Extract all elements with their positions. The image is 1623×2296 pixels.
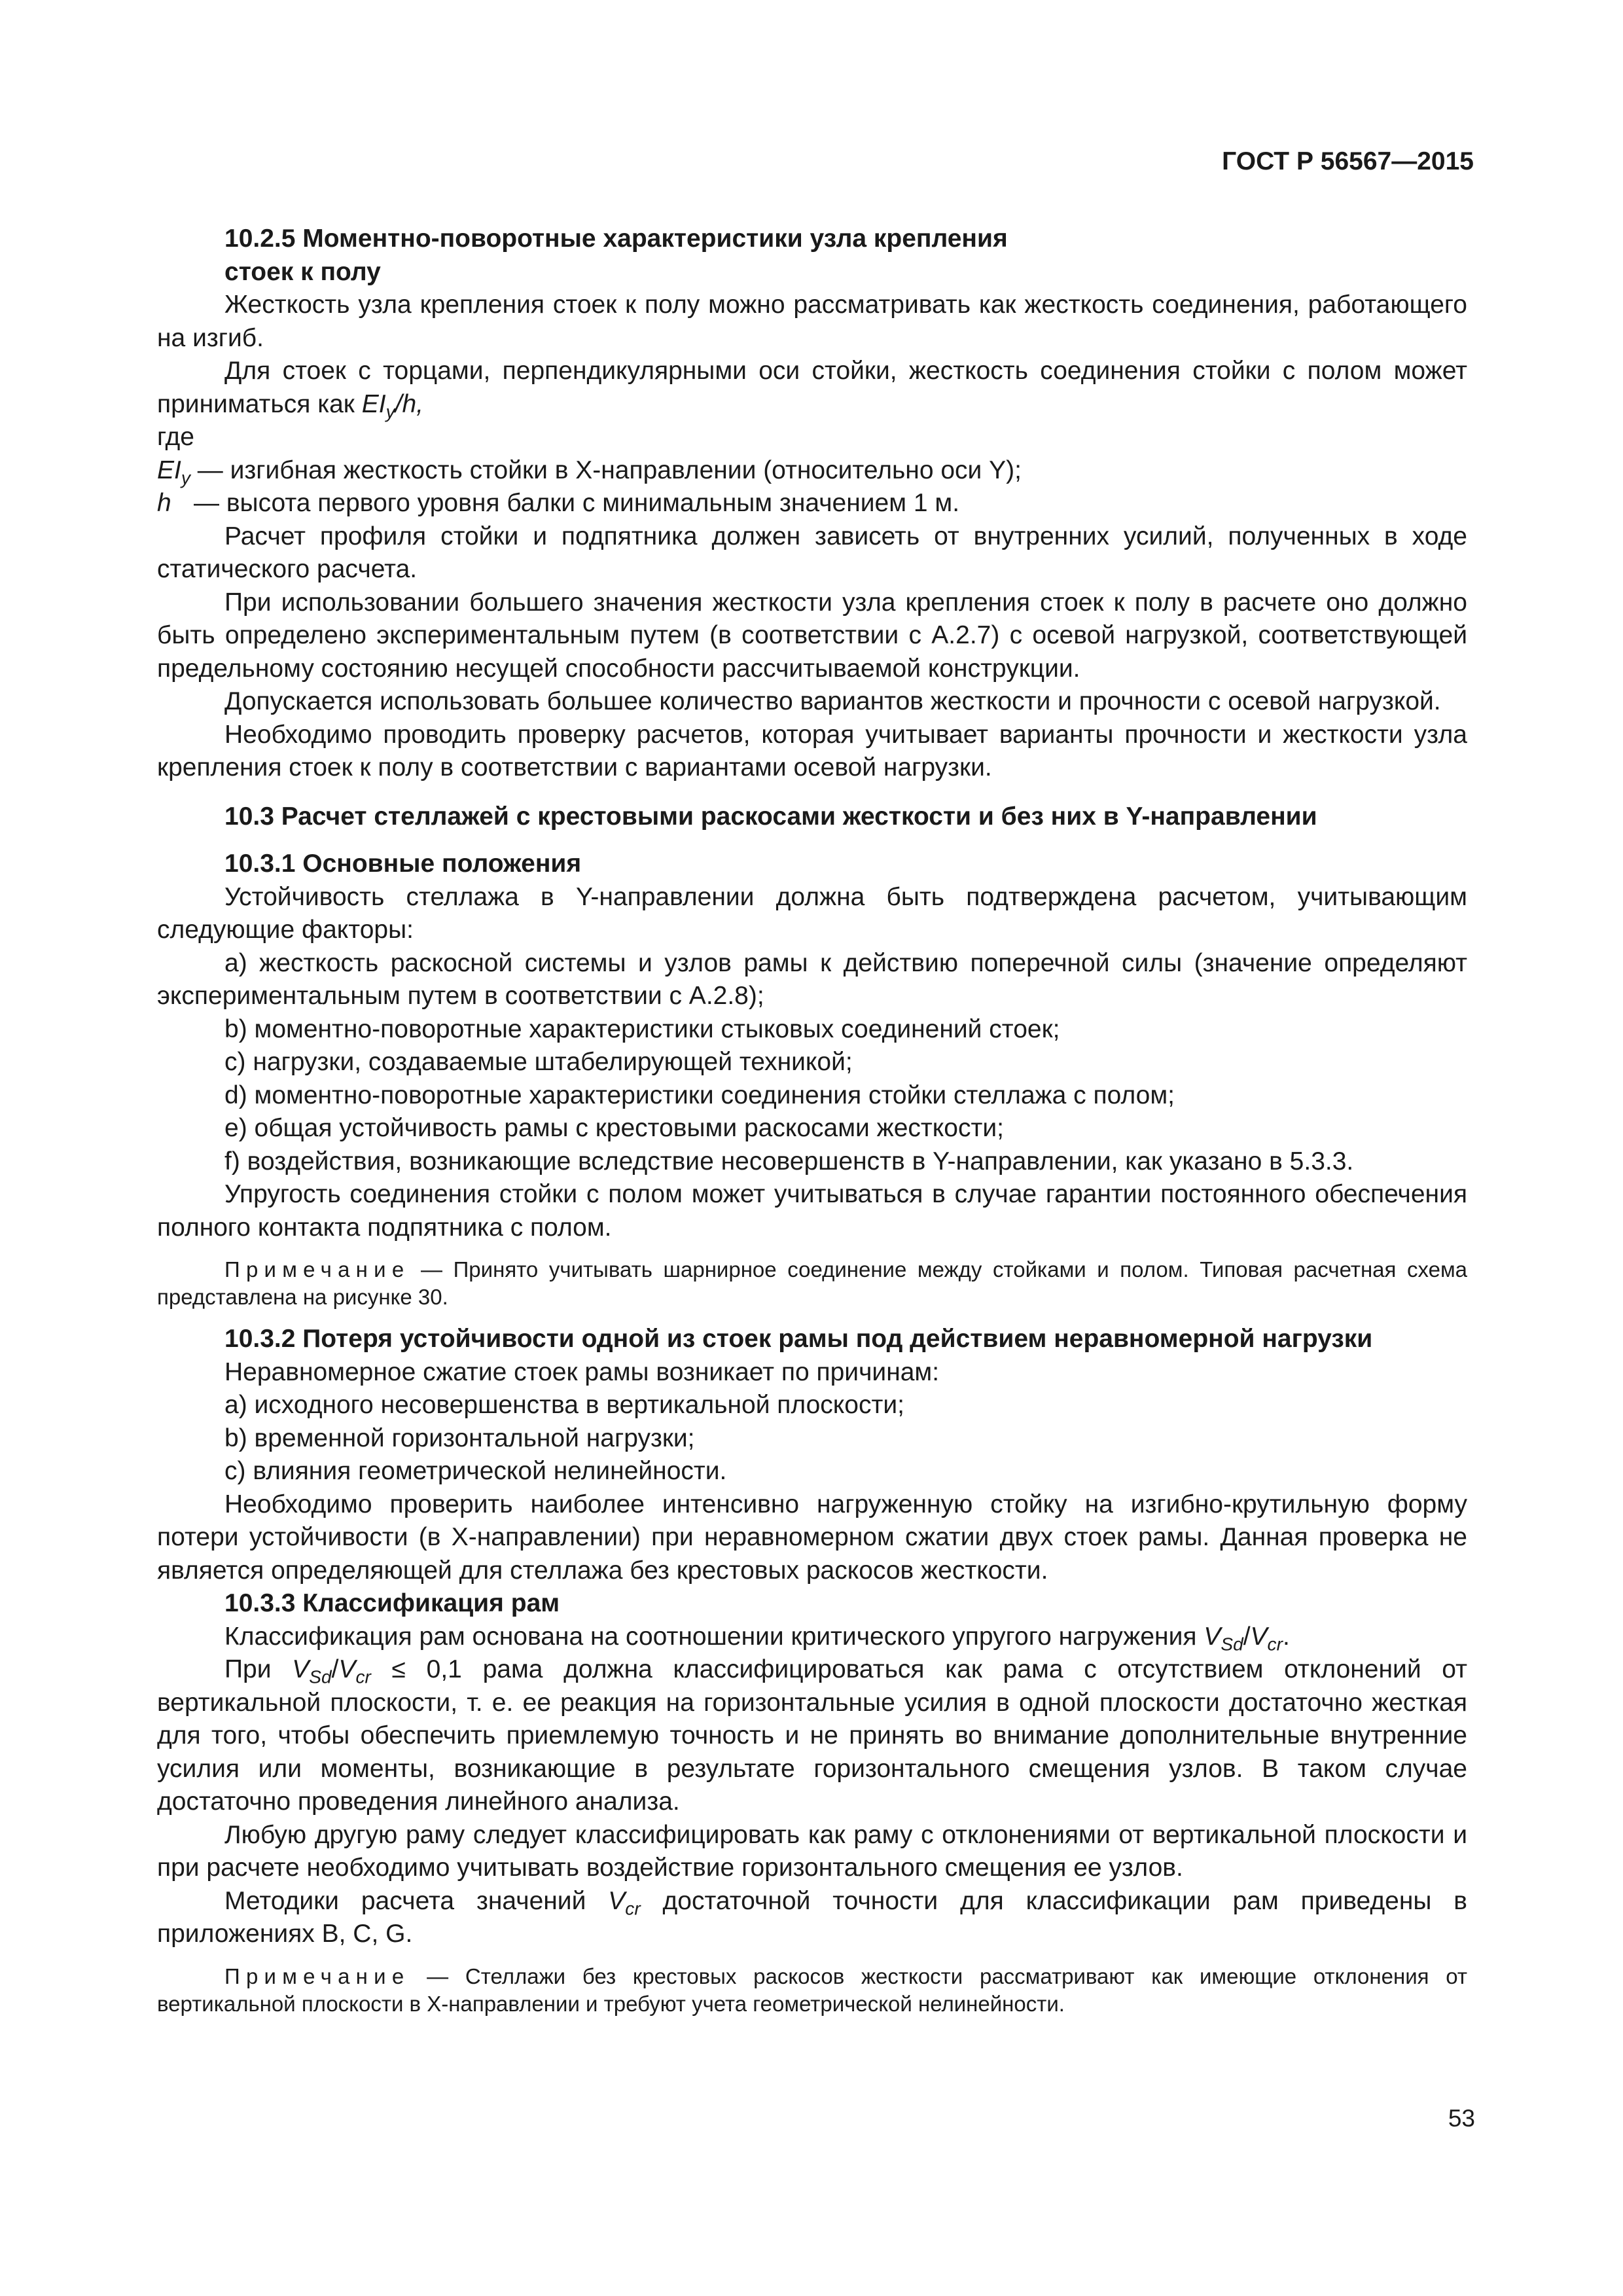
definition-text: — высота первого уровня балки с минимальным значением 1 м. xyxy=(194,489,960,517)
section-10-3-2-title: 10.3.2 Потеря устойчивости одной из стоек рамы под действием неравномерной нагрузки xyxy=(224,1325,1373,1353)
paragraph: Необходимо проверить наиболее интенсивно нагруженную стойку на изгибно-крутильную форму потери устойчивости (в X-направлении) при неравномерном сжатии двух стоек рамы. Данная проверка не является определяющей для стеллажа без крестовых раскосов жесткости. xyxy=(157,1490,1467,1585)
symbol-h: h xyxy=(157,489,171,517)
list-item: c) влияния геометрической нелинейности. xyxy=(224,1457,727,1485)
text: При xyxy=(224,1655,293,1683)
paragraph: Любую другую раму следует классифицировать как раму с отклонениями от вертикальной плоскости и при расчете необходимо учитывать воздействие горизонтального смещения ее узлов. xyxy=(157,1820,1467,1882)
symbol-over-h: /h, xyxy=(395,389,423,418)
text: Методики расчета значений xyxy=(224,1886,609,1915)
where-label: где xyxy=(157,423,194,451)
paragraph-ratio-condition: При $V_{Sd}/V_{cr} \le 0,1$ рама должна классифицироваться как рама с отсутствием отклонений от вертикальной плоскости, т. е. ее реакция на горизонтальные усилия в одной плоскости достаточно жесткая для того, чтобы обеспечить приемлемую точность и не принять во внимание дополнительные внутренние усилия или моменты, возникающие в результате горизонтального смещения узлов. В таком случае достаточно проведения линейного анализа. xyxy=(157,1655,1467,1816)
symbol-EI: EI xyxy=(157,456,181,484)
paragraph-methods xyxy=(157,1885,1467,1951)
list-item: f) воздействия, возникающие вследствие несовершенств в Y-направлении, как указано в 5.3.3. xyxy=(224,1147,1354,1175)
section-10-3-title: 10.3 Расчет стеллажей с крестовыми раскосами жесткости и без них в Y-направлении xyxy=(224,802,1317,831)
symbol-V: V xyxy=(338,1655,356,1683)
definition-h xyxy=(157,487,1467,520)
page-body xyxy=(157,223,1467,2030)
note-text: — Стеллажи без крестовых раскосов жесткости рассматривают как имеющие отклонения от вертикальной плоскости в X-направлении и требуют учета геометрической нелинейности. xyxy=(157,1964,1467,2016)
subscript-y: y xyxy=(385,401,395,422)
paragraph: Неравномерное сжатие стоек рамы возникает по причинам: xyxy=(224,1357,940,1386)
subscript-Sd: Sd xyxy=(309,1666,332,1687)
text: ≤ 0,1 рама должна классифицироваться как рама с отсутствием отклонений от вертикальной плоскости, т. е. ее реакция на горизонтальные усилия в одной плоскости достаточно жесткая для того, чтобы обеспечить приемлемую точность и не принять во внимание дополнительные внутренние усилия или моменты, возникающие в результате горизонтального смещения узлов. В таком случае достаточно проведения линейного анализа. xyxy=(157,1655,1467,1816)
section-10-3-1-title: 10.3.1 Основные положения xyxy=(224,850,582,878)
paragraph-classification: Классификация рам основана на соотношении критического упругого нагружения $V_{Sd}/V_{cr}$. xyxy=(224,1622,1290,1654)
text: Классификация рам основана на соотношении критического упругого нагружения xyxy=(224,1622,1204,1651)
definition-EIy xyxy=(157,454,1467,488)
list-item: a) жесткость раскосной системы и узлов рамы к действию поперечной силы (значение определяют экспериментальным путем в соответствии с А.2.8); xyxy=(157,948,1467,1010)
paragraph: При использовании большего значения жесткости узла крепления стоек к полу в расчете оно должно быть определено экспериментальным путем (в соответствии с А.2.7) с осевой нагрузкой, соответствующей предельному состоянию несущей способности рассчитываемой конструкции. xyxy=(157,588,1467,683)
note-label: Примечание xyxy=(224,1257,410,1282)
list-item: d) моментно-поворотные характеристики соединения стойки стеллажа с полом; xyxy=(224,1081,1175,1109)
paragraph: Жесткость узла крепления стоек к полу можно рассматривать как жесткость соединения, работающего на изгиб. xyxy=(157,291,1467,352)
paragraph: Устойчивость стеллажа в Y-направлении должна быть подтверждена расчетом, учитывающим следующие факторы: xyxy=(157,882,1467,944)
list-item: b) моментно-поворотные характеристики стыковых соединений стоек; xyxy=(224,1014,1060,1043)
text: достаточной точности для классификации рам приведены в приложениях В, С, G. xyxy=(157,1886,1467,1948)
paragraph: Необходимо проводить проверку расчетов, которая учитывает варианты прочности и жесткости узла крепления стоек к полу в соответствии с вариантами осевой нагрузки. xyxy=(157,720,1467,781)
subscript-y: y xyxy=(181,467,190,488)
text: . xyxy=(1282,1622,1290,1651)
list-item: b) временной горизонтальной нагрузки; xyxy=(224,1424,695,1452)
note xyxy=(157,1963,1467,2018)
symbol-V: V xyxy=(1250,1622,1268,1651)
list-item: c) нагрузки, создаваемые штабелирующей техникой; xyxy=(224,1048,853,1076)
section-10-2-5-title-line1: 10.2.5 Моментно-поворотные характеристики узла крепления xyxy=(224,224,1008,253)
page-number: 53 xyxy=(1448,2105,1475,2132)
paragraph: Допускается использовать большее количество вариантов жесткости и прочности с осевой нагрузкой. xyxy=(224,687,1441,715)
paragraph-stiffness-formula xyxy=(157,355,1467,421)
symbol-EI: EI xyxy=(361,389,386,418)
subscript-Sd: Sd xyxy=(1221,1633,1243,1654)
text: Для стоек с торцами, перпендикулярными оси стойки, жесткость соединения стойки с полом может приниматься как xyxy=(157,357,1467,418)
standard-designation: ГОСТ Р 56567—2015 xyxy=(1222,147,1474,175)
section-10-2-5-title-line2: стоек к полу xyxy=(224,257,381,286)
subscript-cr: cr xyxy=(625,1897,641,1918)
note xyxy=(157,1256,1467,1311)
symbol-V: V xyxy=(292,1655,310,1683)
note-text: — Принято учитывать шарнирное соединение между стойками и полом. Типовая расчетная схема представлена на рисунке 30. xyxy=(157,1257,1467,1309)
subscript-cr: cr xyxy=(355,1666,371,1687)
note-label: Примечание xyxy=(224,1964,410,1988)
subscript-cr: cr xyxy=(1267,1633,1283,1654)
paragraph: Упругость соединения стойки с полом может учитываться в случае гарантии постоянного обеспечения полного контакта подпятника с полом. xyxy=(157,1180,1467,1242)
section-10-3-3-title: 10.3.3 Классификация рам xyxy=(224,1589,560,1617)
list-item: e) общая устойчивость рамы с крестовыми раскосами жесткости; xyxy=(224,1114,1004,1142)
symbol-V: V xyxy=(1204,1622,1221,1651)
symbol-V: V xyxy=(608,1886,626,1915)
list-item: a) исходного несовершенства в вертикальной плоскости; xyxy=(224,1391,904,1419)
definition-text: — изгибная жесткость стойки в X-направлении (относительно оси Y); xyxy=(190,456,1022,484)
paragraph: Расчет профиля стойки и подпятника должен зависеть от внутренних усилий, полученных в ходе статического расчета. xyxy=(157,522,1467,583)
